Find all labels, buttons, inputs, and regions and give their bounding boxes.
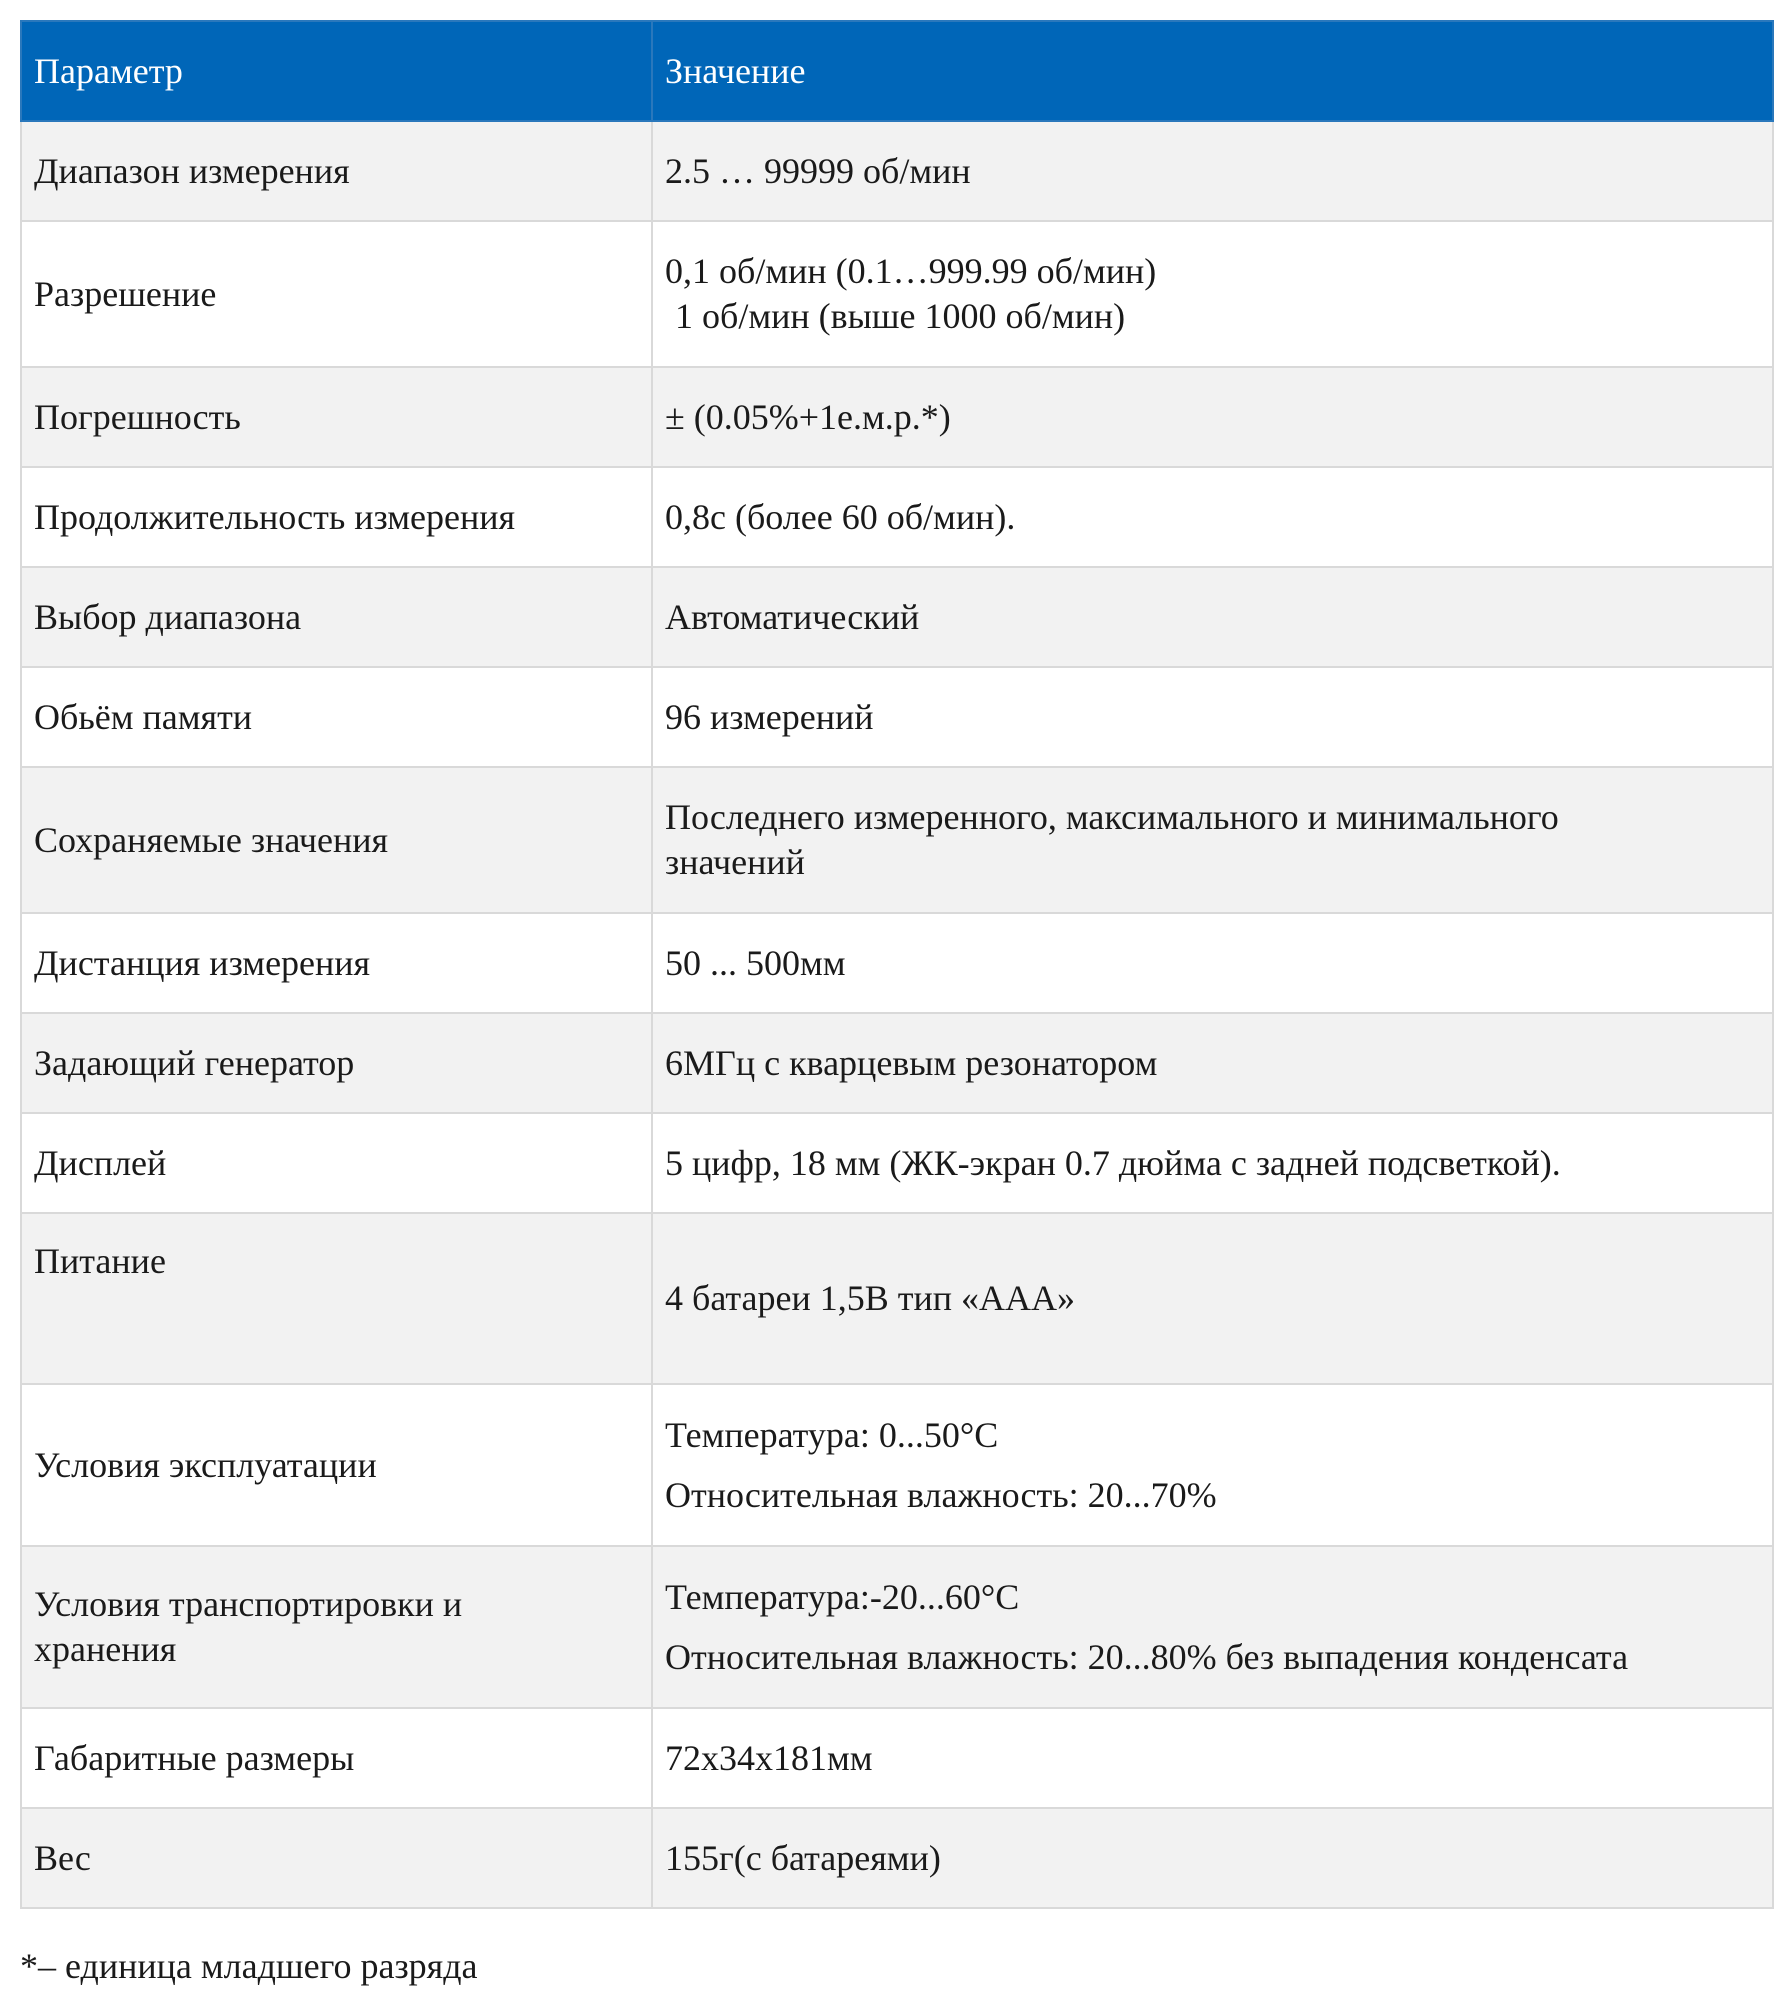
param-cell: Продолжительность измерения [21, 467, 652, 567]
value-line: 6МГц с кварцевым резонатором [665, 1042, 1158, 1083]
table-row [21, 367, 1773, 467]
value-line: Температура: 0...50°С [665, 1415, 999, 1455]
value-line: 1 об/мин (выше 1000 об/мин) [675, 296, 1126, 336]
param-cell: Дистанция измерения [21, 913, 652, 1013]
value-cell [652, 567, 1773, 667]
value-cell [652, 367, 1773, 467]
table-row [21, 1213, 1773, 1384]
value-cell [652, 913, 1773, 1013]
value-cell [652, 1708, 1773, 1808]
value-cell [652, 767, 1773, 913]
table-row [21, 1708, 1773, 1808]
value-cell [652, 1808, 1773, 1908]
param-cell: Выбор диапазона [21, 567, 652, 667]
value-cell [652, 121, 1773, 221]
param-cell: Габаритные размеры [21, 1708, 652, 1808]
value-line: 5 цифр, 18 мм (ЖК-экран 0.7 дюйма с задней подсветкой). [665, 1142, 1561, 1183]
param-line: хранения [34, 1629, 177, 1669]
table-row [21, 1546, 1773, 1708]
table-row [21, 1384, 1773, 1546]
value-cell [652, 1546, 1773, 1708]
param-cell: Разрешение [21, 221, 652, 367]
table-row [21, 913, 1773, 1013]
table-row [21, 667, 1773, 767]
value-line: ± (0.05%+1е.м.р.*) [665, 396, 951, 437]
value-cell [652, 221, 1773, 367]
table-row [21, 121, 1773, 221]
param-cell: Диапазон измерения [21, 121, 652, 221]
value-line: 50 ... 500мм [665, 942, 846, 983]
table-row [21, 1113, 1773, 1213]
value-line: Температура:-20...60°С [665, 1577, 1020, 1617]
table-row [21, 1808, 1773, 1908]
value-cell [652, 1113, 1773, 1213]
value-line: Относительная влажность: 20...80% без выпадения конденсата [665, 1637, 1629, 1677]
param-cell: Сохраняемые значения [21, 767, 652, 913]
value-cell [652, 1013, 1773, 1113]
param-cell: Дисплей [21, 1113, 652, 1213]
value-cell [652, 667, 1773, 767]
value-line: Относительная влажность: 20...70% [665, 1475, 1217, 1515]
table-row [21, 467, 1773, 567]
footnote: *– единица младшего разряда [20, 1946, 478, 1986]
table-row [21, 221, 1773, 367]
value-cell [652, 1384, 1773, 1546]
table-row [21, 767, 1773, 913]
param-cell: Задающий генератор [21, 1013, 652, 1113]
value-line: значений [665, 842, 805, 882]
value-cell [652, 1213, 1773, 1384]
param-cell: Обьём памяти [21, 667, 652, 767]
value-line: 96 измерений [665, 696, 874, 737]
value-line: 155г(с батареями) [665, 1837, 941, 1878]
table-row [21, 1013, 1773, 1113]
value-line: 0,8с (более 60 об/мин). [665, 496, 1016, 537]
value-line: 4 батареи 1,5В тип «AAA» [665, 1278, 1076, 1318]
header-parameter: Параметр [21, 21, 652, 121]
param-cell: Условия эксплуатации [21, 1384, 652, 1546]
param-cell: Питание [21, 1213, 652, 1384]
value-line: 0,1 об/мин (0.1…999.99 об/мин) [665, 251, 1157, 291]
specifications-table [20, 20, 1774, 1909]
param-cell [21, 1546, 652, 1708]
table-row [21, 567, 1773, 667]
value-cell [652, 467, 1773, 567]
param-cell: Вес [21, 1808, 652, 1908]
table-header-row [21, 21, 1773, 121]
param-cell: Погрешность [21, 367, 652, 467]
value-line: Последнего измеренного, максимального и минимального [665, 797, 1559, 837]
header-value: Значение [652, 21, 1773, 121]
param-line: Условия транспортировки и [34, 1584, 463, 1624]
value-line: 72х34х181мм [665, 1737, 873, 1778]
value-line: 2.5 … 99999 об/мин [665, 150, 971, 191]
value-line: Автоматический [665, 596, 920, 637]
